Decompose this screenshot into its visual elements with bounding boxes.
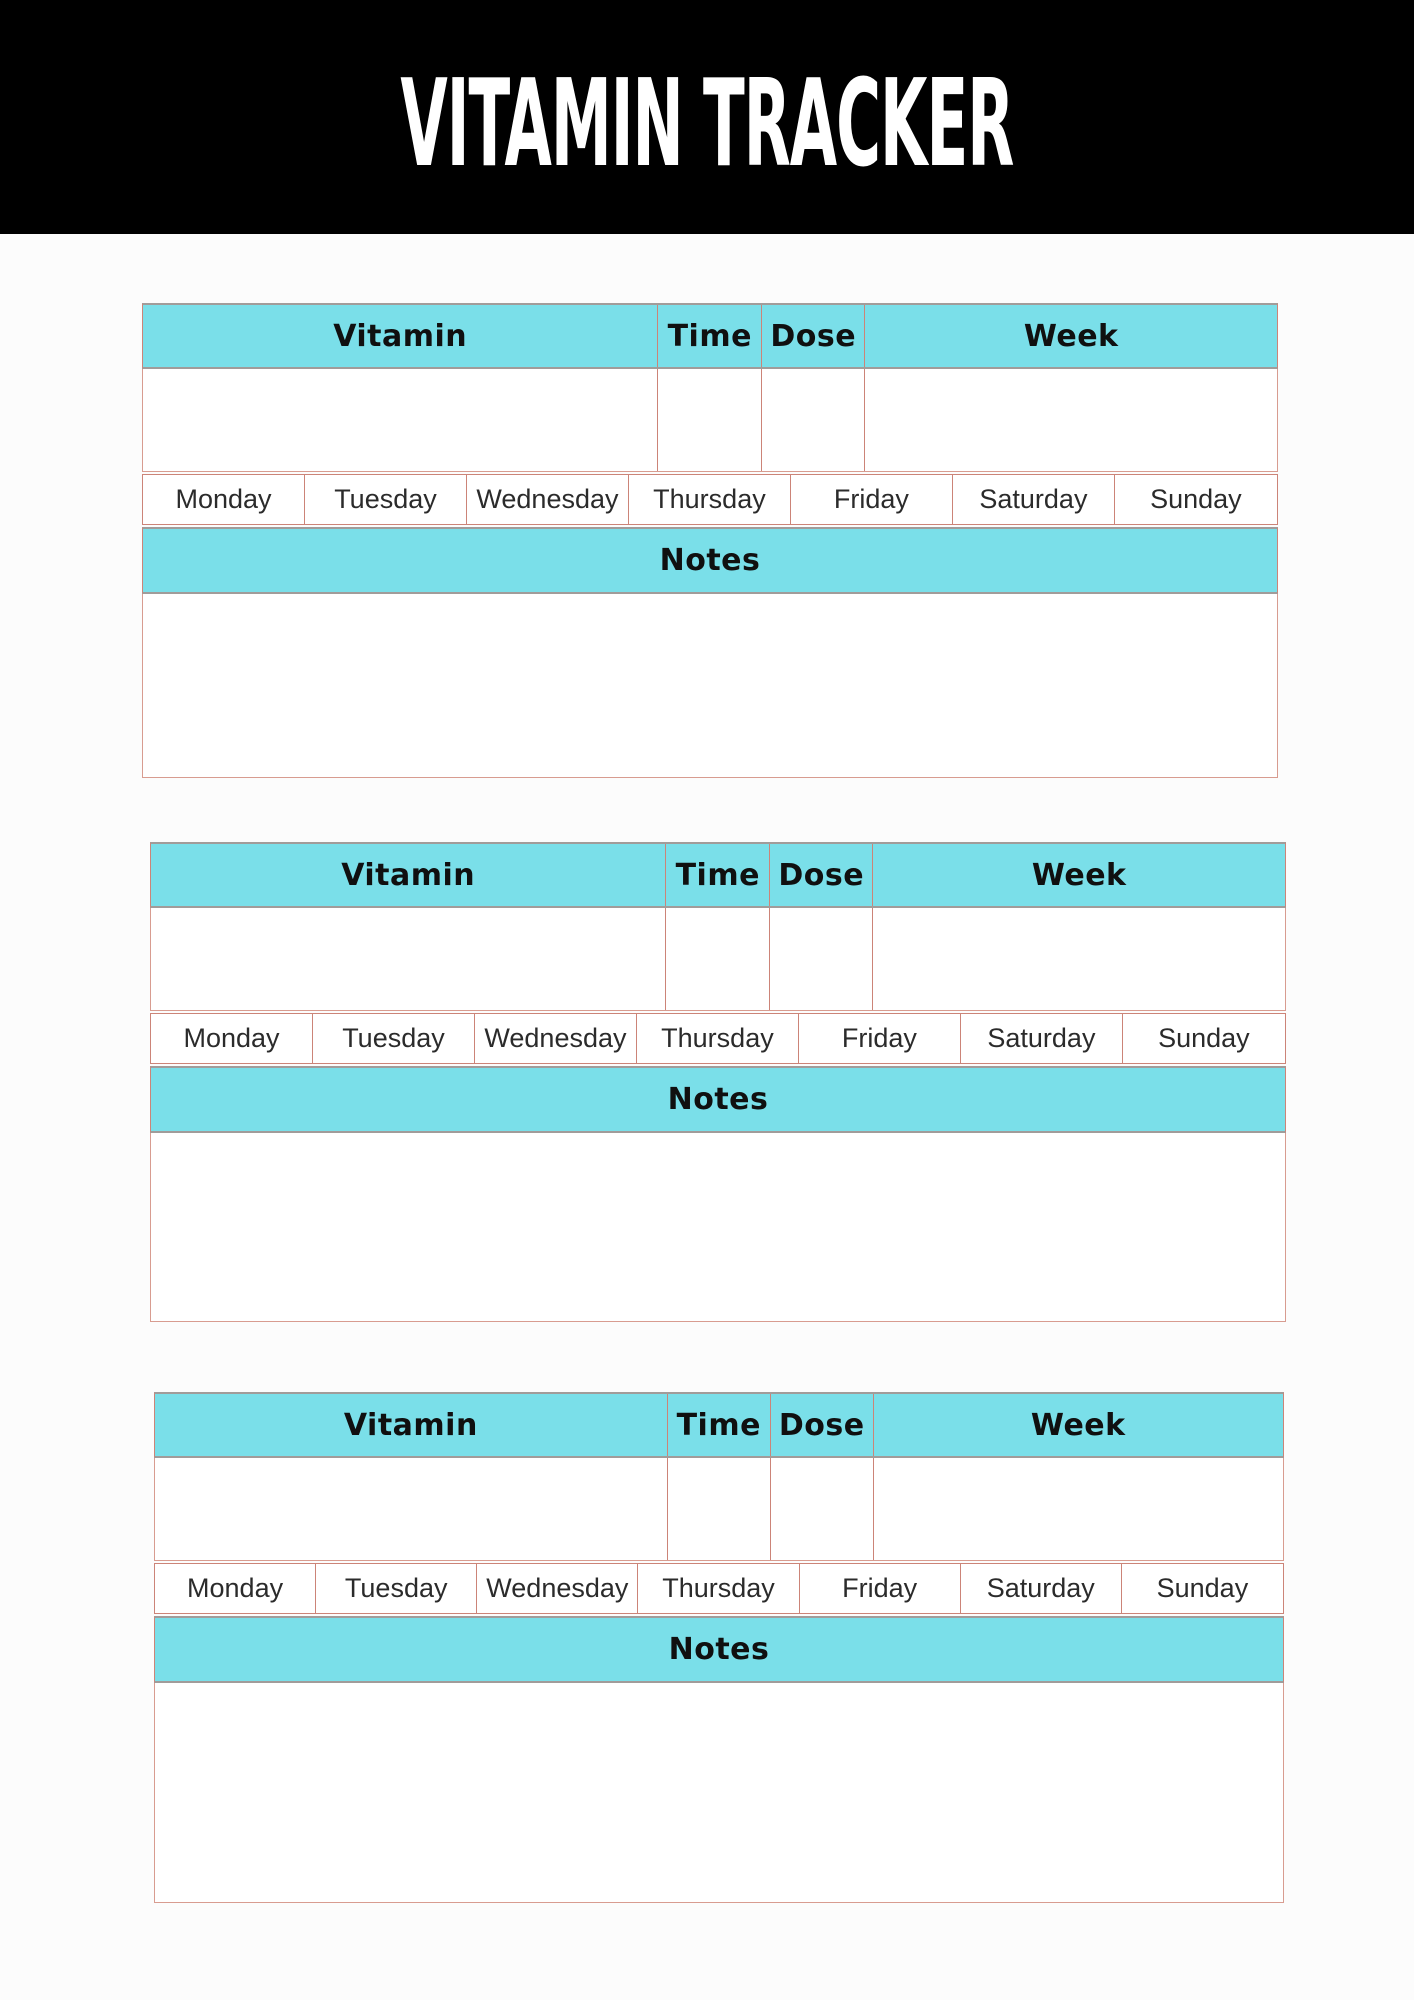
vitamin-entry-cell[interactable]: [143, 369, 658, 471]
day-label: Thursday: [653, 484, 766, 514]
day-cell-wednesday[interactable]: [477, 1564, 638, 1613]
day-cell-sunday[interactable]: [1122, 1564, 1283, 1613]
time-entry-cell[interactable]: [668, 1458, 771, 1560]
day-cell-monday[interactable]: [151, 1014, 313, 1063]
tracker-table-2: [150, 842, 1286, 1322]
entry-row: [150, 908, 1286, 1011]
header-cell-week: [874, 1394, 1283, 1456]
day-label: Thursday: [661, 1023, 774, 1053]
day-label: Friday: [833, 484, 909, 514]
day-label: Friday: [841, 1023, 917, 1053]
vitamin-entry-cell[interactable]: [151, 908, 666, 1010]
day-label: Wednesday: [476, 484, 619, 514]
week-column-label: Week: [1031, 857, 1127, 893]
days-row: [150, 1013, 1286, 1064]
notes-header-row: [154, 1616, 1284, 1683]
title-banner: [0, 0, 1414, 234]
notes-header-row: [142, 527, 1278, 594]
vitamin-column-label: Vitamin: [333, 318, 468, 354]
header-cell-week: [865, 305, 1277, 367]
day-cell-tuesday[interactable]: [313, 1014, 475, 1063]
day-cell-friday[interactable]: [799, 1014, 961, 1063]
time-column-label: Time: [675, 857, 760, 893]
day-cell-saturday[interactable]: [961, 1564, 1122, 1613]
tracker-table-1: [142, 303, 1278, 778]
days-row: [154, 1563, 1284, 1614]
dose-entry-cell[interactable]: [771, 1458, 874, 1560]
day-cell-monday[interactable]: [155, 1564, 316, 1613]
header-cell-vitamin: [155, 1394, 668, 1456]
day-label: Friday: [842, 1573, 918, 1603]
day-cell-friday[interactable]: [800, 1564, 961, 1613]
day-cell-saturday[interactable]: [953, 475, 1115, 524]
day-cell-wednesday[interactable]: [467, 475, 629, 524]
time-column-label: Time: [667, 318, 752, 354]
header-cell-time: [668, 1394, 771, 1456]
day-label: Monday: [183, 1023, 280, 1053]
day-label: Sunday: [1158, 1023, 1250, 1053]
day-label: Tuesday: [342, 1023, 445, 1053]
header-cell-time: [666, 844, 770, 906]
notes-label: Notes: [668, 1632, 770, 1667]
dose-column-label: Dose: [778, 1407, 865, 1443]
time-entry-cell[interactable]: [666, 908, 770, 1010]
table-header-row: [154, 1392, 1284, 1458]
header-cell-dose: [762, 305, 865, 367]
week-column-label: Week: [1030, 1407, 1126, 1443]
notes-area[interactable]: [142, 594, 1278, 778]
header-cell-dose: [770, 844, 873, 906]
day-cell-wednesday[interactable]: [475, 1014, 637, 1063]
day-label: Wednesday: [486, 1573, 629, 1603]
day-label: Monday: [187, 1573, 284, 1603]
vitamin-entry-cell[interactable]: [155, 1458, 668, 1560]
week-entry-cell[interactable]: [873, 908, 1285, 1010]
day-label: Tuesday: [334, 484, 437, 514]
vitamin-column-label: Vitamin: [343, 1407, 478, 1443]
notes-label: Notes: [667, 1082, 769, 1117]
day-cell-thursday[interactable]: [638, 1564, 799, 1613]
day-cell-thursday[interactable]: [637, 1014, 799, 1063]
header-cell-time: [658, 305, 762, 367]
day-cell-tuesday[interactable]: [305, 475, 467, 524]
day-label: Saturday: [979, 484, 1088, 514]
header-cell-vitamin: [151, 844, 666, 906]
day-cell-sunday[interactable]: [1115, 475, 1277, 524]
week-column-label: Week: [1023, 318, 1119, 354]
week-entry-cell[interactable]: [874, 1458, 1283, 1560]
notes-area[interactable]: [150, 1133, 1286, 1322]
table-header-row: [142, 303, 1278, 369]
day-cell-sunday[interactable]: [1123, 1014, 1285, 1063]
day-label: Sunday: [1156, 1573, 1249, 1603]
day-label: Monday: [175, 484, 272, 514]
day-cell-friday[interactable]: [791, 475, 953, 524]
day-cell-saturday[interactable]: [961, 1014, 1123, 1063]
day-label: Sunday: [1150, 484, 1242, 514]
notes-label: Notes: [659, 543, 761, 578]
header-cell-dose: [771, 1394, 874, 1456]
day-label: Tuesday: [344, 1573, 448, 1603]
day-label: Wednesday: [484, 1023, 627, 1053]
header-cell-week: [873, 844, 1285, 906]
days-row: [142, 474, 1278, 525]
vitamin-column-label: Vitamin: [341, 857, 476, 893]
day-cell-thursday[interactable]: [629, 475, 791, 524]
entry-row: [142, 369, 1278, 472]
day-label: Saturday: [986, 1573, 1095, 1603]
dose-entry-cell[interactable]: [762, 369, 865, 471]
week-entry-cell[interactable]: [865, 369, 1277, 471]
header-cell-vitamin: [143, 305, 658, 367]
dose-entry-cell[interactable]: [770, 908, 873, 1010]
page-title: VITAMIN TRACKER: [400, 55, 1014, 194]
day-cell-tuesday[interactable]: [316, 1564, 477, 1613]
notes-area[interactable]: [154, 1683, 1284, 1903]
day-cell-monday[interactable]: [143, 475, 305, 524]
dose-column-label: Dose: [770, 318, 857, 354]
table-header-row: [150, 842, 1286, 908]
dose-column-label: Dose: [778, 857, 865, 893]
day-label: Thursday: [662, 1573, 775, 1603]
entry-row: [154, 1458, 1284, 1561]
tracker-table-3: [154, 1392, 1284, 1903]
day-label: Saturday: [987, 1023, 1096, 1053]
time-entry-cell[interactable]: [658, 369, 762, 471]
notes-header-row: [150, 1066, 1286, 1133]
time-column-label: Time: [676, 1407, 761, 1443]
